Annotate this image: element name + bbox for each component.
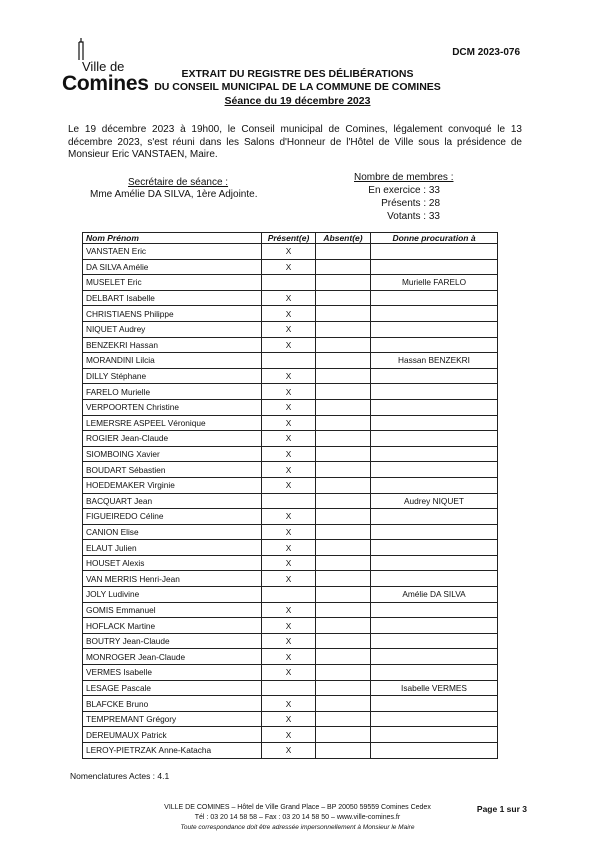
member-name: CHRISTIAENS Philippe: [83, 306, 262, 322]
proxy-name: [371, 524, 498, 540]
proxy-name: [371, 696, 498, 712]
present-mark: X: [262, 524, 316, 540]
nomenclature: Nomenclatures Actes : 4.1: [70, 771, 170, 781]
present-mark: X: [262, 540, 316, 556]
absent-mark: [316, 399, 371, 415]
absent-mark: [316, 743, 371, 759]
proxy-name: [371, 368, 498, 384]
table-row: [83, 353, 498, 369]
proxy-name: Hassan BENZEKRI: [371, 353, 498, 369]
table-row: [83, 633, 498, 649]
present-mark: [262, 680, 316, 696]
table-row: [83, 602, 498, 618]
present-mark: X: [262, 571, 316, 587]
table-row: [83, 337, 498, 353]
table-row: [83, 477, 498, 493]
member-name: VAN MERRIS Henri-Jean: [83, 571, 262, 587]
proxy-name: [371, 509, 498, 525]
table-row: [83, 306, 498, 322]
member-name: HOEDEMAKER Virginie: [83, 477, 262, 493]
member-name: DELBART Isabelle: [83, 290, 262, 306]
proxy-name: [371, 415, 498, 431]
proxy-name: [371, 321, 498, 337]
member-name: VERMES Isabelle: [83, 665, 262, 681]
member-name: GOMIS Emmanuel: [83, 602, 262, 618]
session-date: Séance du 19 décembre 2023: [224, 95, 371, 107]
secretary-heading: Secrétaire de séance :: [128, 177, 229, 188]
table-row: [83, 509, 498, 525]
table-row: [83, 680, 498, 696]
header-present: Présent(e): [262, 233, 316, 244]
table-row: [83, 290, 498, 306]
present-mark: [262, 353, 316, 369]
proxy-name: [371, 743, 498, 759]
absent-mark: [316, 649, 371, 665]
member-name: BACQUART Jean: [83, 493, 262, 509]
table-row: [83, 649, 498, 665]
present-mark: X: [262, 649, 316, 665]
table-row: [83, 275, 498, 291]
document-reference: DCM 2023-076: [452, 47, 520, 58]
absent-mark: [316, 524, 371, 540]
absent-mark: [316, 290, 371, 306]
attendance-table: [82, 232, 498, 759]
present-mark: X: [262, 618, 316, 634]
table-row: [83, 384, 498, 400]
member-name: LEMERSRE ASPEEL Véronique: [83, 415, 262, 431]
member-name: TEMPREMANT Grégory: [83, 711, 262, 727]
member-name: LESAGE Pascale: [83, 680, 262, 696]
member-name: ROGIER Jean-Claude: [83, 431, 262, 447]
member-name: HOUSET Alexis: [83, 555, 262, 571]
member-name: DILLY Stéphane: [83, 368, 262, 384]
proxy-name: Murielle FARELO: [371, 275, 498, 291]
absent-mark: [316, 633, 371, 649]
absent-mark: [316, 493, 371, 509]
table-row: [83, 368, 498, 384]
proxy-name: [371, 446, 498, 462]
member-name: MONROGER Jean-Claude: [83, 649, 262, 665]
absent-mark: [316, 477, 371, 493]
table-row: [83, 446, 498, 462]
proxy-name: [371, 290, 498, 306]
proxy-name: [371, 244, 498, 260]
member-name: BOUTRY Jean-Claude: [83, 633, 262, 649]
member-name: MUSELET Eric: [83, 275, 262, 291]
page-number: Page 1 sur 3: [476, 804, 527, 814]
absent-mark: [316, 415, 371, 431]
table-row: [83, 493, 498, 509]
secretary-value: Mme Amélie DA SILVA, 1ère Adjointe.: [90, 189, 258, 200]
proxy-name: [371, 602, 498, 618]
present-mark: X: [262, 368, 316, 384]
proxy-name: [371, 571, 498, 587]
proxy-name: [371, 337, 498, 353]
absent-mark: [316, 555, 371, 571]
table-row: [83, 743, 498, 759]
footer-address: VILLE DE COMINES – Hôtel de Ville Grand Place – BP 20050 59559 Comines Cedex: [164, 804, 431, 811]
absent-mark: [316, 337, 371, 353]
present-mark: X: [262, 602, 316, 618]
absent-mark: [316, 727, 371, 743]
present-mark: X: [262, 259, 316, 275]
absent-mark: [316, 446, 371, 462]
present-mark: X: [262, 399, 316, 415]
table-row: [83, 696, 498, 712]
member-name: VERPOORTEN Christine: [83, 399, 262, 415]
present-mark: [262, 275, 316, 291]
absent-mark: [316, 509, 371, 525]
proxy-name: [371, 711, 498, 727]
member-name: SIOMBOING Xavier: [83, 446, 262, 462]
absent-mark: [316, 368, 371, 384]
present-mark: X: [262, 321, 316, 337]
member-name: BLAFCKE Bruno: [83, 696, 262, 712]
present-mark: X: [262, 290, 316, 306]
member-name: LEROY-PIETRZAK Anne-Katacha: [83, 743, 262, 759]
absent-mark: [316, 696, 371, 712]
present-mark: X: [262, 633, 316, 649]
proxy-name: [371, 477, 498, 493]
footer-contact: Tél : 03 20 14 58 58 – Fax : 03 20 14 58 50 – www.ville-comines.fr: [194, 814, 401, 821]
members-en-exercice: En exercice : 33: [368, 185, 440, 196]
member-name: HOFLACK Martine: [83, 618, 262, 634]
present-mark: X: [262, 477, 316, 493]
member-name: VANSTAEN Eric: [83, 244, 262, 260]
proxy-name: [371, 384, 498, 400]
table-row: [83, 587, 498, 603]
table-row: [83, 259, 498, 275]
proxy-name: [371, 633, 498, 649]
present-mark: [262, 587, 316, 603]
intro-paragraph: Le 19 décembre 2023 à 19h00, le Conseil municipal de Comines, légalement convoqué le 13 décembre 2023, s'est réuni dans les Salons d'Honneur de l'Hôtel de Ville sous la présidence de Monsieur Eric VANSTAEN, Maire.: [68, 124, 522, 160]
proxy-name: [371, 665, 498, 681]
table-row: [83, 244, 498, 260]
logo-comines-text: Comines: [62, 72, 149, 95]
table-row: [83, 727, 498, 743]
member-name: MORANDINI Lilcia: [83, 353, 262, 369]
absent-mark: [316, 602, 371, 618]
proxy-name: [371, 462, 498, 478]
table-row: [83, 618, 498, 634]
absent-mark: [316, 665, 371, 681]
proxy-name: [371, 555, 498, 571]
proxy-name: [371, 727, 498, 743]
present-mark: X: [262, 665, 316, 681]
proxy-name: [371, 649, 498, 665]
absent-mark: [316, 259, 371, 275]
table-row: [83, 524, 498, 540]
absent-mark: [316, 571, 371, 587]
member-name: BOUDART Sébastien: [83, 462, 262, 478]
member-name: JOLY Ludivine: [83, 587, 262, 603]
table-row: [83, 415, 498, 431]
present-mark: X: [262, 384, 316, 400]
absent-mark: [316, 384, 371, 400]
absent-mark: [316, 680, 371, 696]
present-mark: X: [262, 743, 316, 759]
proxy-name: [371, 259, 498, 275]
absent-mark: [316, 462, 371, 478]
member-name: BENZEKRI Hassan: [83, 337, 262, 353]
member-name: FIGUEIREDO Céline: [83, 509, 262, 525]
absent-mark: [316, 275, 371, 291]
table-row: [83, 462, 498, 478]
present-mark: X: [262, 431, 316, 447]
present-mark: X: [262, 306, 316, 322]
present-mark: [262, 493, 316, 509]
proxy-name: Isabelle VERMES: [371, 680, 498, 696]
member-name: CANION Elise: [83, 524, 262, 540]
present-mark: X: [262, 509, 316, 525]
table-row: [83, 431, 498, 447]
table-row: [83, 540, 498, 556]
present-mark: X: [262, 727, 316, 743]
table-row: [83, 321, 498, 337]
absent-mark: [316, 431, 371, 447]
member-name: FARELO Murielle: [83, 384, 262, 400]
absent-mark: [316, 711, 371, 727]
members-presents: Présents : 28: [381, 198, 440, 209]
logo-ville-text: Ville de: [82, 59, 125, 74]
member-name: NIQUET Audrey: [83, 321, 262, 337]
proxy-name: [371, 306, 498, 322]
members-heading: Nombre de membres :: [354, 172, 454, 183]
proxy-name: [371, 618, 498, 634]
footer-note: Toute correspondance doit être adressée impersonnellement à Monsieur le Maire: [180, 824, 415, 831]
member-name: DEREUMAUX Patrick: [83, 727, 262, 743]
members-votants: Votants : 33: [387, 211, 440, 222]
document-subtitle: DU CONSEIL MUNICIPAL DE LA COMMUNE DE COMINES: [154, 81, 441, 93]
member-name: ELAUT Julien: [83, 540, 262, 556]
header-absent: Absent(e): [316, 233, 371, 244]
document-title: EXTRAIT DU REGISTRE DES DÉLIBÉRATIONS: [181, 68, 414, 80]
present-mark: X: [262, 415, 316, 431]
proxy-name: Audrey NIQUET: [371, 493, 498, 509]
absent-mark: [316, 306, 371, 322]
absent-mark: [316, 244, 371, 260]
present-mark: X: [262, 696, 316, 712]
proxy-name: [371, 431, 498, 447]
absent-mark: [316, 353, 371, 369]
proxy-name: [371, 399, 498, 415]
present-mark: X: [262, 337, 316, 353]
table-row: [83, 555, 498, 571]
header-name: Nom Prénom: [83, 233, 262, 244]
absent-mark: [316, 618, 371, 634]
proxy-name: [371, 540, 498, 556]
present-mark: X: [262, 446, 316, 462]
header-proxy: Donne procuration à: [371, 233, 498, 244]
absent-mark: [316, 540, 371, 556]
present-mark: X: [262, 555, 316, 571]
present-mark: X: [262, 462, 316, 478]
present-mark: X: [262, 244, 316, 260]
absent-mark: [316, 587, 371, 603]
absent-mark: [316, 321, 371, 337]
table-row: [83, 711, 498, 727]
proxy-name: Amélie DA SILVA: [371, 587, 498, 603]
table-row: [83, 665, 498, 681]
table-row: [83, 399, 498, 415]
member-name: DA SILVA Amélie: [83, 259, 262, 275]
table-row: [83, 571, 498, 587]
present-mark: X: [262, 711, 316, 727]
table-header-row: [83, 233, 498, 244]
